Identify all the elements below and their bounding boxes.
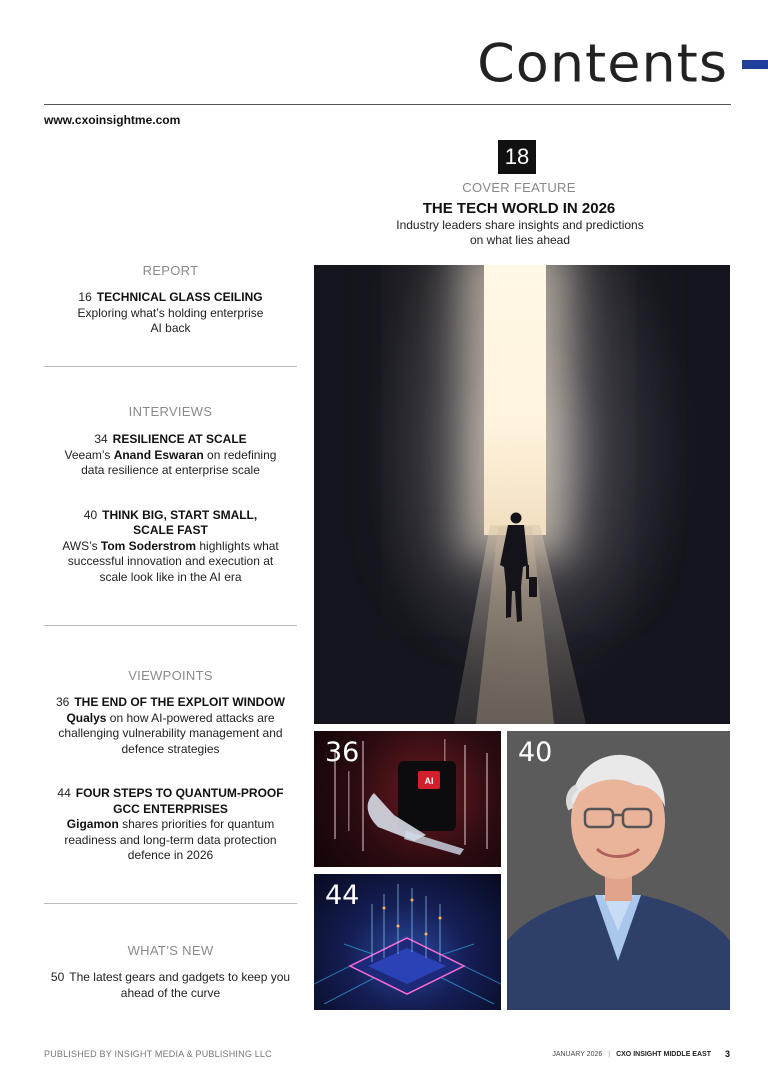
portrait-illustration <box>507 731 730 1010</box>
entry-desc: Veeam’s <box>64 447 114 462</box>
website-url[interactable]: www.cxoinsightme.com <box>44 113 181 127</box>
entry-desc: data resilience at enterprise scale <box>81 463 260 477</box>
entry-desc: ahead of the curve <box>120 985 221 1000</box>
entry-desc: defence strategies <box>121 741 220 756</box>
page-number: 3 <box>724 1049 730 1059</box>
entry-title: RESILIENCE AT SCALE <box>112 432 247 446</box>
cover-feature-title[interactable]: THE TECH WORLD IN 2026 <box>422 200 616 217</box>
footer-folio <box>552 1049 730 1059</box>
entry-title: GCC ENTERPRISES <box>113 801 228 816</box>
entry-title: FOUR STEPS TO QUANTUM-PROOF <box>75 786 284 800</box>
thumbnail-36[interactable] <box>314 731 501 867</box>
report-section <box>44 263 297 337</box>
cover-hero-image[interactable] <box>314 265 730 724</box>
entry-desc: challenging vulnerability management and <box>58 726 283 740</box>
entry-page: 34 <box>94 432 108 446</box>
toc-entry-34[interactable] <box>44 432 297 479</box>
cover-feature-label: COVER FEATURE <box>462 180 576 195</box>
magazine-name: CXO INSIGHT MIDDLE EAST <box>616 1050 711 1058</box>
interviews-section <box>44 404 297 585</box>
entry-desc: on how AI-powered attacks are <box>106 710 275 725</box>
entry-title: THINK BIG, START SMALL, <box>102 507 258 522</box>
entry-person: Tom Soderstrom <box>100 538 197 553</box>
entry-desc: shares priorities for quantum <box>118 817 275 831</box>
entry-title: SCALE FAST <box>133 523 208 537</box>
entry-page: 36 <box>55 695 70 709</box>
entry-desc: The latest gears and gadgets to keep you <box>69 970 291 984</box>
entry-desc: readiness and long-term data protection <box>64 832 277 847</box>
entry-title: TECHNICAL GLASS CEILING <box>96 290 263 304</box>
entry-desc: AWS’s <box>62 538 101 553</box>
thumbnail-40[interactable] <box>507 731 730 1010</box>
cover-subtitle-line: Industry leaders share insights and predictions <box>396 218 644 232</box>
toc-entry-40[interactable] <box>44 508 297 586</box>
cover-subtitle-line: on what lies ahead <box>469 233 571 247</box>
toc-entry-16[interactable] <box>44 290 297 337</box>
header-rule <box>44 104 731 105</box>
entry-desc: highlights what <box>196 538 279 553</box>
entry-desc: successful innovation and execution at <box>67 554 274 568</box>
entry-page: 16 <box>78 290 92 304</box>
entry-person: Anand Eswaran <box>113 447 204 462</box>
page-title: Contents <box>477 32 728 95</box>
section-divider <box>44 366 297 367</box>
thumbnail-44[interactable] <box>314 874 501 1010</box>
section-heading-viewpoints: VIEWPOINTS <box>128 668 213 683</box>
entry-page: 50 <box>50 970 65 984</box>
entry-desc: AI back <box>150 321 191 335</box>
entry-page: 40 <box>83 507 98 522</box>
whats-new-section <box>44 943 297 1001</box>
corridor-figure-illustration <box>314 265 730 724</box>
entry-desc: on redefining <box>203 447 277 462</box>
cover-page-number: 18 <box>498 140 536 174</box>
toc-entry-44[interactable] <box>44 786 297 864</box>
entry-desc: defence in 2026 <box>127 848 214 862</box>
thumbnail-number: 44 <box>325 880 360 911</box>
entry-title: THE END OF THE EXPLOIT WINDOW <box>74 695 286 709</box>
toc-entry-50[interactable] <box>44 970 297 1001</box>
issue-date: JANUARY 2026 <box>552 1050 603 1058</box>
entry-desc: Exploring what’s holding enterprise <box>77 305 264 320</box>
publisher-credit: PUBLISHED BY INSIGHT MEDIA & PUBLISHING LLC <box>44 1049 272 1059</box>
viewpoints-section <box>44 668 297 864</box>
ai-badge-text: AI <box>424 776 434 786</box>
section-heading-whats-new: WHAT’S NEW <box>127 943 214 958</box>
entry-page: 44 <box>57 786 71 800</box>
section-divider <box>44 903 297 904</box>
folio-separator: | <box>608 1050 611 1058</box>
entry-desc: scale look like in the AI era <box>99 569 242 584</box>
section-heading-interviews: INTERVIEWS <box>128 404 213 419</box>
section-heading-report: REPORT <box>142 263 199 278</box>
entry-company: Gigamon <box>66 817 119 831</box>
entry-company: Qualys <box>66 710 107 725</box>
cover-feature-subtitle <box>380 218 660 248</box>
title-accent-bar <box>742 60 768 69</box>
toc-entry-36[interactable] <box>44 695 297 757</box>
thumbnail-number: 36 <box>325 737 360 768</box>
thumbnail-number: 40 <box>518 737 553 768</box>
section-divider <box>44 625 297 626</box>
